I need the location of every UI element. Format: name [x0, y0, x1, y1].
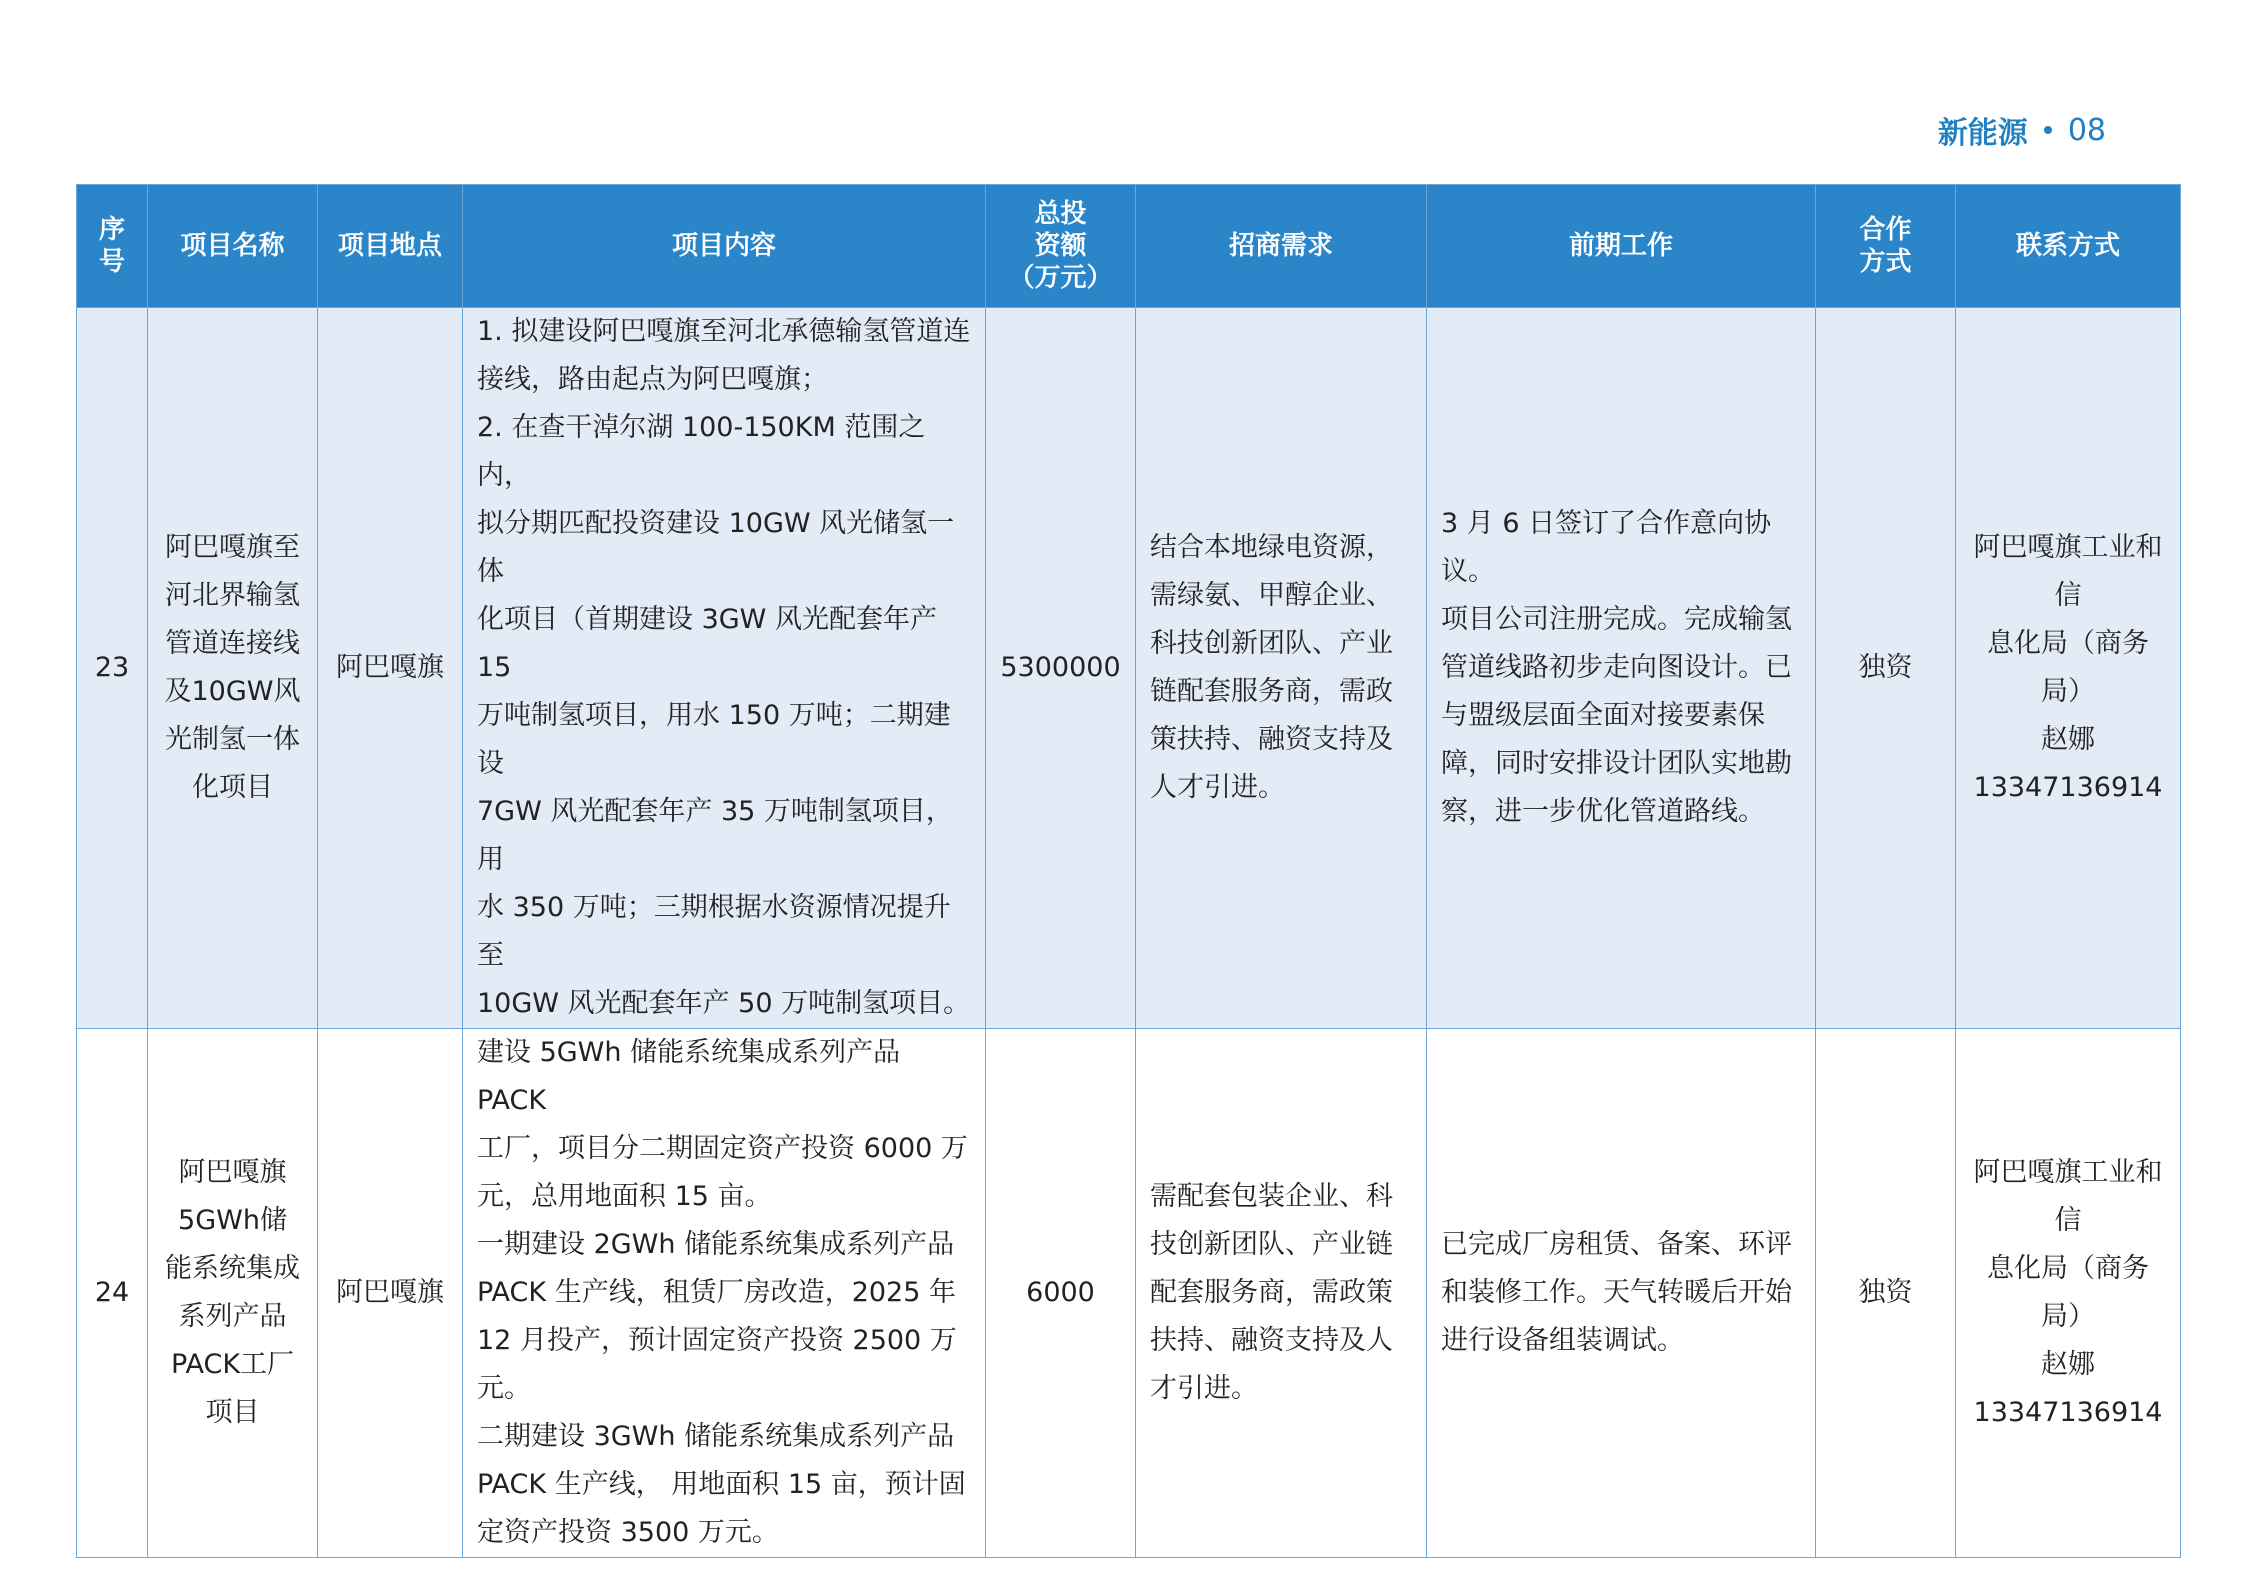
- text-line: 结合本地绿电资源，: [1150, 532, 1393, 563]
- cell-content: [463, 308, 986, 1029]
- table-row: [77, 1029, 2181, 1558]
- text-line: 阿巴嘎旗工业和信: [1973, 532, 2163, 611]
- text-line: 总投: [1034, 199, 1087, 229]
- cell-location: 阿巴嘎旗: [318, 1029, 463, 1558]
- text-line: 扶持、融资支持及人: [1150, 1325, 1393, 1356]
- text-line: 接线，路由起点为阿巴嘎旗；: [477, 364, 828, 395]
- text-line: 化项目（首期建设 3GW 风光配套年产 15: [477, 604, 937, 683]
- header-content: 项目内容: [463, 185, 986, 308]
- text-line: 科技创新团队、产业: [1150, 628, 1393, 659]
- text-line: 1. 拟建设阿巴嘎旗至河北承德输氢管道连: [477, 316, 971, 347]
- cell-name: [148, 308, 318, 1029]
- text-line: 7GW 风光配套年产 35 万吨制氢项目，用: [477, 796, 953, 875]
- text-line: 12 月投产，预计固定资产投资 2500 万元。: [477, 1325, 957, 1404]
- table-row: [77, 308, 2181, 1029]
- separator-dot-icon: [2044, 126, 2052, 134]
- text-line: 管道线路初步走向图设计。已: [1441, 652, 1792, 683]
- cell-prework: [1427, 308, 1816, 1029]
- text-line: PACK 生产线， 用地面积 15 亩，预计固: [477, 1469, 966, 1500]
- text-line: （万元）: [1008, 263, 1113, 293]
- text-line: 13347136914: [1973, 772, 2163, 803]
- text-line: 资额: [1034, 231, 1087, 261]
- text-line: 合作: [1859, 215, 1912, 245]
- text-line: 赵娜: [2041, 724, 2095, 755]
- text-line: 及10GW风: [164, 676, 301, 707]
- page-number: 08: [2067, 112, 2106, 148]
- project-table: [76, 184, 2181, 1558]
- section-title: 新能源: [1937, 116, 2028, 151]
- text-line: PACK 生产线，租赁厂房改造，2025 年: [477, 1277, 956, 1308]
- text-line: 进行设备组装调试。: [1441, 1325, 1684, 1356]
- header-name: 项目名称: [148, 185, 318, 308]
- text-line: 13347136914: [1973, 1397, 2163, 1428]
- text-line: 号: [98, 247, 125, 277]
- text-line: 配套服务商，需政策: [1150, 1277, 1393, 1308]
- text-line: 化项目: [192, 772, 273, 803]
- text-line: 建设 5GWh 储能系统集成系列产品 PACK: [477, 1037, 901, 1116]
- text-line: 需绿氨、甲醇企业、: [1150, 580, 1393, 611]
- text-line: 工厂，项目分二期固定资产投资 6000 万: [477, 1133, 968, 1164]
- cell-coop: 独资: [1816, 1029, 1956, 1558]
- header-location: 项目地点: [318, 185, 463, 308]
- cell-contact: [1956, 308, 2181, 1029]
- text-line: 方式: [1859, 247, 1912, 277]
- text-line: 与盟级层面全面对接要素保: [1441, 700, 1765, 731]
- header-coop: [1816, 185, 1956, 308]
- cell-seq: 24: [77, 1029, 148, 1558]
- text-line: PACK工厂: [170, 1349, 295, 1380]
- text-line: 察，进一步优化管道路线。: [1441, 796, 1765, 827]
- text-line: 项目公司注册完成。完成输氢: [1441, 604, 1792, 635]
- cell-seq: 23: [77, 308, 148, 1029]
- text-line: 光制氢一体: [165, 724, 300, 755]
- cell-demand: [1136, 308, 1427, 1029]
- text-line: 10GW 风光配套年产 50 万吨制氢项目。: [477, 988, 971, 1019]
- cell-name: [148, 1029, 318, 1558]
- text-line: 系列产品: [178, 1301, 287, 1332]
- cell-investment: 5300000: [986, 308, 1136, 1029]
- text-line: 2. 在查干淖尔湖 100-150KM 范围之内，: [477, 412, 926, 491]
- header-prework: 前期工作: [1427, 185, 1816, 308]
- text-line: 需配套包装企业、科: [1150, 1181, 1393, 1212]
- text-line: 息化局（商务局）: [1987, 628, 2149, 707]
- cell-contact: [1956, 1029, 2181, 1558]
- text-line: 管道连接线: [165, 628, 300, 659]
- page-header: [1938, 108, 2106, 152]
- cell-investment: 6000: [986, 1029, 1136, 1558]
- text-line: 阿巴嘎旗工业和信: [1973, 1157, 2163, 1236]
- text-line: 障，同时安排设计团队实地勘: [1441, 748, 1792, 779]
- cell-demand: [1136, 1029, 1427, 1558]
- text-line: 河北界输氢: [165, 580, 300, 611]
- text-line: 能系统集成: [165, 1253, 300, 1284]
- text-line: 阿巴嘎旗至: [165, 532, 300, 563]
- text-line: 已完成厂房租赁、备案、环评: [1441, 1229, 1792, 1260]
- text-line: 息化局（商务局）: [1987, 1253, 2149, 1332]
- text-line: 二期建设 3GWh 储能系统集成系列产品: [477, 1421, 955, 1452]
- text-line: 阿巴嘎旗: [178, 1157, 287, 1188]
- header-demand: 招商需求: [1136, 185, 1427, 308]
- text-line: 策扶持、融资支持及: [1150, 724, 1393, 755]
- text-line: 定资产投资 3500 万元。: [477, 1517, 779, 1548]
- header-seq: [77, 185, 148, 308]
- text-line: 万吨制氢项目，用水 150 万吨；二期建设: [477, 700, 951, 779]
- text-line: 一期建设 2GWh 储能系统集成系列产品: [477, 1229, 955, 1260]
- text-line: 项目: [205, 1397, 260, 1428]
- header-contact: 联系方式: [1956, 185, 2181, 308]
- text-line: 和装修工作。天气转暖后开始: [1441, 1277, 1792, 1308]
- cell-location: 阿巴嘎旗: [318, 308, 463, 1029]
- text-line: 水 350 万吨；三期根据水资源情况提升至: [477, 892, 951, 971]
- text-line: 链配套服务商，需政: [1150, 676, 1393, 707]
- text-line: 元，总用地面积 15 亩。: [477, 1181, 772, 1212]
- cell-coop: 独资: [1816, 308, 1956, 1029]
- text-line: 人才引进。: [1150, 772, 1285, 803]
- text-line: 序: [98, 215, 125, 245]
- text-line: 才引进。: [1150, 1373, 1258, 1404]
- text-line: 3 月 6 日签订了合作意向协议。: [1441, 508, 1772, 587]
- cell-content: [463, 1029, 986, 1558]
- text-line: 赵娜: [2041, 1349, 2095, 1380]
- header-investment: [986, 185, 1136, 308]
- text-line: 拟分期匹配投资建设 10GW 风光储氢一体: [477, 508, 955, 587]
- text-line: 技创新团队、产业链: [1150, 1229, 1393, 1260]
- text-line: 5GWh储: [178, 1205, 287, 1236]
- cell-prework: [1427, 1029, 1816, 1558]
- table-header-row: [77, 185, 2181, 308]
